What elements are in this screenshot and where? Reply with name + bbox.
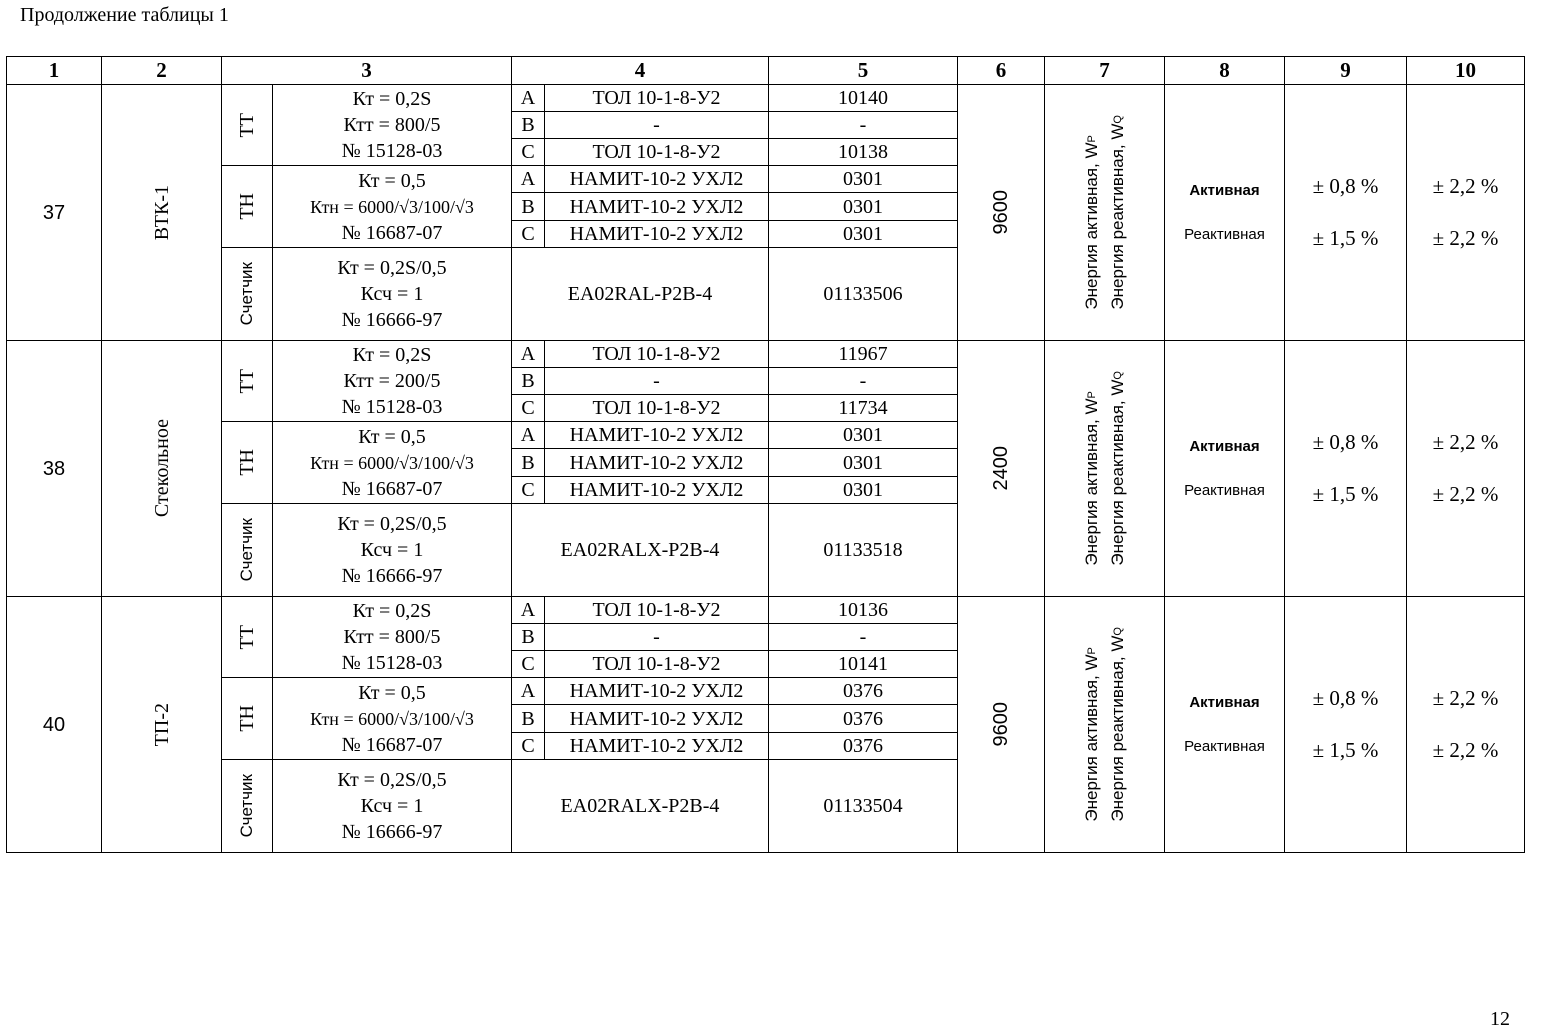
meter-label-text: Счетчик bbox=[236, 518, 256, 582]
energy-types-stack bbox=[1079, 371, 1131, 566]
tt-label bbox=[221, 596, 273, 678]
col6-value bbox=[957, 84, 1045, 341]
device-model bbox=[544, 394, 769, 422]
col6-value-text: 2400 bbox=[990, 446, 1012, 491]
meter-serial-text: 01133506 bbox=[823, 283, 903, 305]
phase-letter-text: A bbox=[520, 87, 536, 109]
tt-param: Кт = 0,2S bbox=[352, 600, 432, 622]
meter-param: Кт = 0,2S/0,5 bbox=[337, 257, 447, 279]
device-model bbox=[544, 165, 769, 193]
meter-model bbox=[511, 503, 769, 597]
meter-param: № 16666-97 bbox=[341, 821, 443, 843]
page-number: 12 bbox=[1490, 1008, 1510, 1030]
row-number bbox=[6, 596, 102, 853]
phase-letter bbox=[511, 340, 545, 368]
device-serial bbox=[768, 192, 958, 221]
header-col-3 bbox=[221, 56, 512, 85]
meter-param: Кт = 0,2S/0,5 bbox=[337, 769, 447, 791]
phase-letter bbox=[511, 367, 545, 395]
meter-model bbox=[511, 759, 769, 853]
phase-letter bbox=[511, 650, 545, 678]
tn-param: Ктн = 6000/√3/100/√3 bbox=[310, 452, 474, 473]
energy-types bbox=[1044, 596, 1165, 853]
device-serial-text: 0301 bbox=[843, 479, 883, 501]
substation-name-text: ТП-2 bbox=[150, 702, 173, 747]
energy-kind-active: Активная bbox=[1189, 181, 1260, 199]
phase-letter bbox=[511, 192, 545, 221]
energy-types-stack bbox=[1079, 627, 1131, 822]
phase-letter-text: C bbox=[521, 223, 535, 245]
phase-letter-text: C bbox=[521, 479, 535, 501]
row-number-text: 37 bbox=[42, 201, 66, 224]
tt-params-stack bbox=[342, 86, 443, 164]
device-serial-text: 0301 bbox=[843, 424, 883, 446]
device-model bbox=[544, 448, 769, 477]
row-number bbox=[6, 340, 102, 597]
device-model-text: ТОЛ 10-1-8-У2 bbox=[592, 141, 721, 163]
phase-letter-text: B bbox=[521, 707, 535, 730]
meter-model-text: EA02RALX-P2B-4 bbox=[560, 539, 720, 561]
device-model-text: НАМИТ-10-2 УХЛ2 bbox=[569, 424, 744, 446]
col6-value bbox=[957, 596, 1045, 853]
col10-errors-stack bbox=[1433, 430, 1499, 506]
phase-letter bbox=[511, 138, 545, 166]
col10-error-active: ± 2,2 % bbox=[1432, 174, 1499, 199]
phase-letter-text: B bbox=[521, 626, 535, 648]
energy-reactive-text: Энергия реактивная, W bbox=[1107, 635, 1127, 822]
substation-name bbox=[101, 596, 222, 853]
phase-letter bbox=[511, 623, 545, 651]
device-serial-text: 0301 bbox=[843, 223, 883, 245]
header-col-10-text: 10 bbox=[1455, 57, 1476, 82]
device-model bbox=[544, 111, 769, 139]
meter-param: Ксч = 1 bbox=[360, 283, 424, 305]
tn-params bbox=[272, 421, 512, 504]
device-serial bbox=[768, 732, 958, 760]
col6-value-text: 9600 bbox=[990, 702, 1012, 747]
header-col-8-text: 8 bbox=[1219, 57, 1230, 82]
meter-serial bbox=[768, 503, 958, 597]
tn-label-text: ТН bbox=[236, 193, 258, 220]
meter-params bbox=[272, 759, 512, 853]
energy-kind-active: Активная bbox=[1189, 693, 1260, 711]
meter-params-stack bbox=[337, 255, 446, 333]
header-col-6 bbox=[957, 56, 1045, 85]
row-number bbox=[6, 84, 102, 341]
phase-letter-text: B bbox=[521, 370, 535, 392]
device-serial bbox=[768, 394, 958, 422]
device-serial bbox=[768, 138, 958, 166]
device-serial-text: 0301 bbox=[843, 195, 883, 218]
tn-param: № 16687-07 bbox=[341, 221, 443, 244]
tn-label-text: ТН bbox=[236, 705, 258, 732]
phase-letter bbox=[511, 421, 545, 449]
device-serial-text: 0301 bbox=[843, 168, 883, 190]
device-serial bbox=[768, 476, 958, 504]
energy-reactive-sub: Q bbox=[1111, 371, 1124, 380]
device-serial-text: 0301 bbox=[843, 451, 883, 474]
tn-label-text: ТН bbox=[236, 449, 258, 476]
tt-params-stack bbox=[342, 598, 443, 676]
meter-param: Кт = 0,2S/0,5 bbox=[337, 513, 447, 535]
device-model-text: НАМИТ-10-2 УХЛ2 bbox=[569, 707, 744, 730]
tt-label-text: ТТ bbox=[236, 624, 258, 650]
col6-value-text: 9600 bbox=[990, 190, 1012, 235]
device-model-text: НАМИТ-10-2 УХЛ2 bbox=[569, 735, 744, 757]
energy-kind-stack bbox=[1184, 438, 1265, 500]
header-col-4 bbox=[511, 56, 769, 85]
device-model-text: ТОЛ 10-1-8-У2 bbox=[592, 87, 721, 109]
device-model-text: ТОЛ 10-1-8-У2 bbox=[592, 343, 721, 365]
device-model-text: - bbox=[653, 370, 660, 392]
device-serial bbox=[768, 421, 958, 449]
device-model bbox=[544, 220, 769, 248]
device-serial bbox=[768, 220, 958, 248]
tt-label bbox=[221, 340, 273, 422]
meter-params-stack bbox=[337, 767, 446, 845]
header-col-9 bbox=[1284, 56, 1407, 85]
header-col-4-text: 4 bbox=[634, 57, 646, 82]
header-col-8 bbox=[1164, 56, 1285, 85]
phase-letter-text: A bbox=[520, 168, 536, 190]
tt-param: Кт = 0,2S bbox=[352, 344, 432, 366]
phase-letter-text: C bbox=[521, 735, 535, 757]
col9-error-reactive: ± 1,5 % bbox=[1312, 225, 1379, 250]
device-serial-text: 10138 bbox=[838, 141, 888, 163]
device-serial bbox=[768, 84, 958, 112]
tt-params-stack bbox=[342, 342, 443, 420]
phase-letter-text: B bbox=[521, 114, 535, 136]
col9-errors bbox=[1284, 596, 1407, 853]
energy-reactive-sub: Q bbox=[1111, 115, 1124, 124]
energy-active-text: Энергия активная, W bbox=[1081, 142, 1101, 310]
col10-errors bbox=[1406, 84, 1525, 341]
substation-name bbox=[101, 340, 222, 597]
device-serial-text: 0376 bbox=[843, 680, 883, 702]
energy-types-stack bbox=[1079, 115, 1131, 310]
col10-errors-stack bbox=[1433, 686, 1499, 762]
device-serial bbox=[768, 650, 958, 678]
tt-param: Ктт = 200/5 bbox=[343, 370, 441, 392]
energy-types bbox=[1044, 340, 1165, 597]
energy-reactive-sub: Q bbox=[1111, 627, 1124, 636]
device-model bbox=[544, 476, 769, 504]
tt-params bbox=[272, 340, 512, 422]
tn-label bbox=[221, 677, 273, 760]
device-model-text: НАМИТ-10-2 УХЛ2 bbox=[569, 680, 744, 702]
device-model-text: ТОЛ 10-1-8-У2 bbox=[592, 397, 721, 419]
tn-param: № 16687-07 bbox=[341, 477, 443, 500]
meter-label-text: Счетчик bbox=[236, 262, 256, 326]
phase-letter bbox=[511, 596, 545, 624]
device-serial-text: - bbox=[859, 114, 867, 136]
tn-param: Ктн = 6000/√3/100/√3 bbox=[310, 196, 474, 217]
energy-kind-reactive: Реактивная bbox=[1184, 225, 1265, 243]
meter-label bbox=[221, 503, 273, 597]
energy-kind-reactive: Реактивная bbox=[1184, 737, 1265, 755]
energy-types bbox=[1044, 84, 1165, 341]
tt-param: Кт = 0,2S bbox=[352, 88, 432, 110]
energy-active-sub: P bbox=[1085, 647, 1098, 655]
energy-kind bbox=[1164, 340, 1285, 597]
device-model bbox=[544, 421, 769, 449]
device-serial bbox=[768, 340, 958, 368]
device-model bbox=[544, 732, 769, 760]
device-model-text: НАМИТ-10-2 УХЛ2 bbox=[569, 451, 744, 474]
col9-error-active: ± 0,8 % bbox=[1312, 430, 1379, 455]
device-model-text: НАМИТ-10-2 УХЛ2 bbox=[569, 223, 744, 245]
col9-errors-stack bbox=[1313, 430, 1379, 506]
header-col-5 bbox=[768, 56, 958, 85]
device-model-text: НАМИТ-10-2 УХЛ2 bbox=[569, 168, 744, 190]
device-model bbox=[544, 650, 769, 678]
energy-kind bbox=[1164, 84, 1285, 341]
energy-kind-reactive: Реактивная bbox=[1184, 481, 1265, 499]
device-model-text: НАМИТ-10-2 УХЛ2 bbox=[569, 195, 744, 218]
phase-letter-text: B bbox=[521, 451, 535, 474]
device-serial-text: 10141 bbox=[838, 653, 888, 675]
tt-param: № 15128-03 bbox=[341, 652, 443, 674]
tn-label bbox=[221, 165, 273, 248]
device-serial-text: 10140 bbox=[838, 87, 888, 109]
phase-letter bbox=[511, 677, 545, 705]
col9-errors bbox=[1284, 84, 1407, 341]
substation-name-text: Стекольное bbox=[150, 419, 173, 518]
device-serial-text: 10136 bbox=[838, 599, 888, 621]
meter-label bbox=[221, 759, 273, 853]
device-serial bbox=[768, 677, 958, 705]
device-model-text: - bbox=[653, 114, 660, 136]
phase-letter-text: C bbox=[521, 141, 535, 163]
header-col-2 bbox=[101, 56, 222, 85]
device-serial-text: 11734 bbox=[838, 397, 888, 419]
header-col-1 bbox=[6, 56, 102, 85]
energy-active-sub: P bbox=[1085, 135, 1098, 143]
col9-errors bbox=[1284, 340, 1407, 597]
device-model-text: ТОЛ 10-1-8-У2 bbox=[592, 653, 721, 675]
phase-letter-text: A bbox=[520, 424, 536, 446]
phase-letter-text: A bbox=[520, 343, 536, 365]
header-col-6-text: 6 bbox=[995, 57, 1007, 82]
col10-errors bbox=[1406, 596, 1525, 853]
phase-letter-text: C bbox=[521, 397, 535, 419]
energy-kind-active: Активная bbox=[1189, 437, 1260, 455]
meter-params-stack bbox=[337, 511, 446, 589]
device-model bbox=[544, 138, 769, 166]
device-model bbox=[544, 192, 769, 221]
tt-param: № 15128-03 bbox=[341, 396, 443, 418]
tn-param: Кт = 0,5 bbox=[358, 681, 426, 704]
phase-letter-text: A bbox=[520, 680, 536, 702]
device-model-text: - bbox=[653, 626, 660, 648]
tt-param: Ктт = 800/5 bbox=[343, 626, 441, 648]
meter-param: № 16666-97 bbox=[341, 565, 443, 587]
tn-params-stack bbox=[310, 680, 474, 758]
meter-model bbox=[511, 247, 769, 341]
col10-error-active: ± 2,2 % bbox=[1432, 686, 1499, 711]
tt-param: Ктт = 800/5 bbox=[343, 114, 441, 136]
meter-label-text: Счетчик bbox=[236, 774, 256, 838]
device-model bbox=[544, 84, 769, 112]
phase-letter bbox=[511, 84, 545, 112]
tt-label-text: ТТ bbox=[236, 112, 258, 138]
tn-param: Кт = 0,5 bbox=[358, 169, 426, 192]
phase-letter-text: C bbox=[521, 653, 535, 675]
tn-params bbox=[272, 677, 512, 760]
col10-error-reactive: ± 2,2 % bbox=[1432, 737, 1499, 762]
col9-errors-stack bbox=[1313, 174, 1379, 250]
header-col-2-text: 2 bbox=[156, 57, 167, 82]
header-col-3-text: 3 bbox=[361, 57, 372, 82]
device-serial bbox=[768, 448, 958, 477]
device-model bbox=[544, 623, 769, 651]
phase-letter bbox=[511, 111, 545, 139]
substation-name-text: ВТК-1 bbox=[150, 184, 173, 241]
header-col-10 bbox=[1406, 56, 1525, 85]
row-number-text: 40 bbox=[42, 713, 66, 736]
header-col-7-text: 7 bbox=[1099, 57, 1110, 82]
device-serial-text: 0376 bbox=[843, 707, 883, 730]
tt-label bbox=[221, 84, 273, 166]
meter-serial-text: 01133504 bbox=[823, 795, 903, 817]
meter-param: Ксч = 1 bbox=[360, 795, 424, 817]
col10-error-reactive: ± 2,2 % bbox=[1432, 481, 1499, 506]
col10-error-reactive: ± 2,2 % bbox=[1432, 225, 1499, 250]
energy-kind bbox=[1164, 596, 1285, 853]
device-serial-text: - bbox=[859, 370, 867, 392]
device-serial bbox=[768, 704, 958, 733]
col9-errors-stack bbox=[1313, 686, 1379, 762]
col9-error-reactive: ± 1,5 % bbox=[1312, 481, 1379, 506]
device-serial bbox=[768, 367, 958, 395]
col10-errors bbox=[1406, 340, 1525, 597]
device-model bbox=[544, 367, 769, 395]
device-model-text: НАМИТ-10-2 УХЛ2 bbox=[569, 479, 744, 501]
col9-error-active: ± 0,8 % bbox=[1312, 686, 1379, 711]
device-model bbox=[544, 704, 769, 733]
substation-name bbox=[101, 84, 222, 341]
header-col-1-text: 1 bbox=[48, 57, 60, 82]
tn-param: Ктн = 6000/√3/100/√3 bbox=[310, 708, 474, 729]
phase-letter bbox=[511, 394, 545, 422]
header-col-9-text: 9 bbox=[1340, 57, 1351, 82]
meter-param: № 16666-97 bbox=[341, 309, 443, 331]
device-serial-text: 0376 bbox=[843, 735, 883, 757]
device-serial-text: 11967 bbox=[838, 343, 888, 365]
tn-label bbox=[221, 421, 273, 504]
tn-param: № 16687-07 bbox=[341, 733, 443, 756]
energy-active-text: Энергия активная, W bbox=[1081, 654, 1101, 822]
energy-reactive-text: Энергия реактивная, W bbox=[1107, 123, 1127, 310]
tt-param: № 15128-03 bbox=[341, 140, 443, 162]
phase-letter bbox=[511, 476, 545, 504]
phase-letter bbox=[511, 220, 545, 248]
col9-error-reactive: ± 1,5 % bbox=[1312, 737, 1379, 762]
col10-errors-stack bbox=[1433, 174, 1499, 250]
phase-letter-text: A bbox=[520, 599, 536, 621]
device-model bbox=[544, 340, 769, 368]
energy-active-sub: P bbox=[1085, 391, 1098, 399]
device-serial bbox=[768, 111, 958, 139]
device-serial bbox=[768, 596, 958, 624]
header-col-7 bbox=[1044, 56, 1165, 85]
meter-serial bbox=[768, 759, 958, 853]
device-model-text: ТОЛ 10-1-8-У2 bbox=[592, 599, 721, 621]
device-model bbox=[544, 677, 769, 705]
meter-params bbox=[272, 503, 512, 597]
col9-error-active: ± 0,8 % bbox=[1312, 174, 1379, 199]
tn-params-stack bbox=[310, 168, 474, 246]
energy-kind-stack bbox=[1184, 694, 1265, 756]
meter-serial bbox=[768, 247, 958, 341]
energy-reactive-text: Энергия реактивная, W bbox=[1107, 379, 1127, 566]
phase-letter bbox=[511, 704, 545, 733]
device-serial-text: - bbox=[859, 626, 867, 648]
device-serial bbox=[768, 165, 958, 193]
phase-letter bbox=[511, 732, 545, 760]
energy-active-text: Энергия активная, W bbox=[1081, 398, 1101, 566]
meter-param: Ксч = 1 bbox=[360, 539, 424, 561]
meter-label bbox=[221, 247, 273, 341]
tt-params bbox=[272, 596, 512, 678]
col6-value bbox=[957, 340, 1045, 597]
tt-label-text: ТТ bbox=[236, 368, 258, 394]
phase-letter-text: B bbox=[521, 195, 535, 218]
device-model bbox=[544, 596, 769, 624]
meter-model-text: EA02RALX-P2B-4 bbox=[560, 795, 720, 817]
row-number-text: 38 bbox=[42, 457, 66, 480]
meter-params bbox=[272, 247, 512, 341]
tn-params bbox=[272, 165, 512, 248]
table-caption: Продолжение таблицы 1 bbox=[20, 4, 229, 26]
energy-kind-stack bbox=[1184, 182, 1265, 244]
tt-params bbox=[272, 84, 512, 166]
tn-param: Кт = 0,5 bbox=[358, 425, 426, 448]
meter-model-text: EA02RAL-P2B-4 bbox=[567, 283, 713, 305]
col10-error-active: ± 2,2 % bbox=[1432, 430, 1499, 455]
phase-letter bbox=[511, 448, 545, 477]
meter-serial-text: 01133518 bbox=[823, 539, 903, 561]
phase-letter bbox=[511, 165, 545, 193]
header-col-5-text: 5 bbox=[857, 57, 869, 82]
tn-params-stack bbox=[310, 424, 474, 502]
device-serial bbox=[768, 623, 958, 651]
